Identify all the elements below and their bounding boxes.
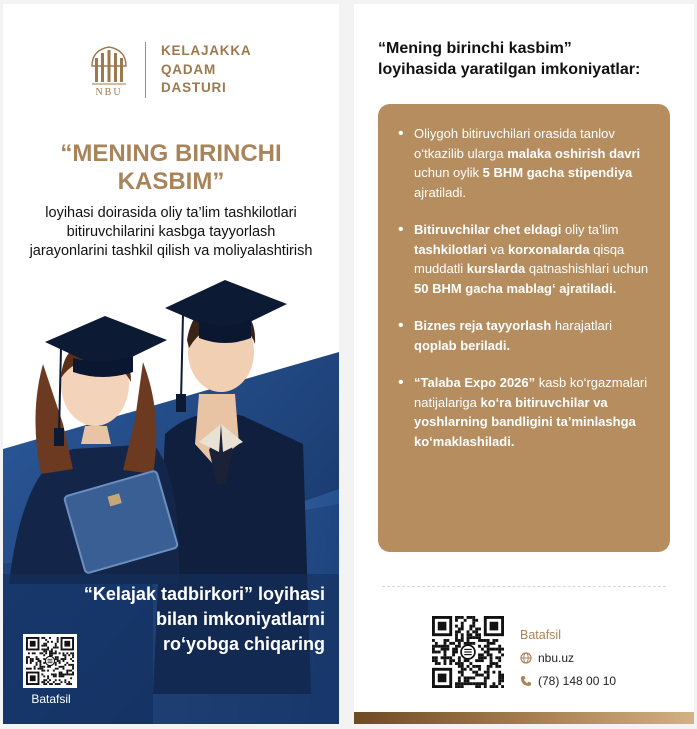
logo-mark-text: NBU xyxy=(95,87,123,98)
opportunity-text: va xyxy=(486,241,508,257)
main-title xyxy=(3,140,339,196)
qr-label-left: Batafsil xyxy=(31,692,71,706)
main-title-line: KASBIM” xyxy=(117,168,225,195)
subtitle-line: jarayonlarini tashkil qilish va moliyalashtirish xyxy=(29,243,313,259)
cta-line: bilan imkoniyatlarni xyxy=(155,609,325,629)
opportunity-text: qisqa muddatli xyxy=(414,241,625,276)
subtitle-line: bitiruvchilarini kasbga tayyorlash xyxy=(66,224,276,240)
main-title-line: “MENING BIRINCHI xyxy=(60,140,282,167)
phone-row[interactable] xyxy=(520,674,616,688)
right-panel xyxy=(354,4,694,724)
opportunity-text: oliy ta’lim xyxy=(561,222,619,237)
website-row[interactable] xyxy=(520,651,616,665)
contact-title: Batafsil xyxy=(520,628,561,642)
cta-line: ro‘yobga chiqaring xyxy=(162,634,325,654)
qr-code-icon xyxy=(432,616,504,688)
phone-icon xyxy=(520,675,532,687)
opportunity-item xyxy=(398,316,652,355)
logo-line: KELAJAKKA xyxy=(161,43,252,58)
logo-line: DASTURI xyxy=(161,80,227,95)
opportunity-text: “Talaba Expo 2026” xyxy=(414,375,539,390)
bottom-accent-bar xyxy=(354,712,694,724)
opportunity-text: qatnashishlari uchun xyxy=(525,261,649,276)
opportunity-text: 50 BHM gacha mablag‘ ajratiladi. xyxy=(414,280,617,296)
logo-divider xyxy=(145,42,146,98)
divider xyxy=(382,586,666,587)
opportunity-item xyxy=(398,124,652,202)
left-panel xyxy=(3,4,339,724)
opportunity-text: 5 BHM gacha stipendiya xyxy=(482,165,633,180)
opportunities-list xyxy=(398,124,652,451)
opportunity-item xyxy=(398,373,652,451)
qr-code-right[interactable] xyxy=(432,616,504,688)
subtitle xyxy=(3,204,339,261)
opportunity-text: kurslarda xyxy=(466,261,526,276)
opportunity-text: Bitiruvchilar chet eldagi xyxy=(414,222,562,237)
qr-code-icon xyxy=(26,637,74,685)
opportunity-text: kasb ko‘rgazmalari natijalariga xyxy=(414,375,648,410)
opportunity-text: tashkilotlari xyxy=(414,241,487,257)
opportunity-text: Oliygoh bitiruvchilari orasida tanlov o‘tkazilib ularga xyxy=(414,126,615,161)
opportunity-text: uchun oylik xyxy=(414,165,483,180)
nbu-logo xyxy=(89,40,289,102)
phone-number[interactable]: (78) 148 00 10 xyxy=(538,674,617,688)
nbu-logo-icon xyxy=(89,44,129,98)
opportunities-title-line: loyihasida yaratilgan imkoniyatlar: xyxy=(378,61,641,78)
opportunity-text: ko‘ra bitiruvchilar va yoshlarning bandligini ta’minlashga ko‘maklashiladi. xyxy=(414,394,636,449)
contact-info xyxy=(520,628,616,697)
opportunities-title xyxy=(378,38,678,80)
qr-code-left[interactable] xyxy=(23,634,77,688)
opportunity-text: Biznes reja tayyorlash xyxy=(414,318,552,333)
opportunity-item xyxy=(398,220,652,298)
subtitle-line: loyihasi doirasida oliy ta’lim tashkilotlari xyxy=(45,205,297,221)
opportunity-text: korxonalarda xyxy=(507,241,590,257)
opportunity-text: qoplab beriladi. xyxy=(414,337,511,353)
globe-icon xyxy=(520,652,532,664)
opportunity-text: ajratiladi. xyxy=(414,184,467,200)
opportunity-text: malaka oshirish davri xyxy=(507,145,641,161)
opportunities-title-line: “Mening birinchi kasbim” xyxy=(378,40,572,57)
opportunity-text: harajatlari xyxy=(551,318,612,333)
opportunities-card xyxy=(378,104,670,552)
cta-line: “Kelajak tadbirkori” loyihasi xyxy=(83,584,325,604)
logo-text xyxy=(161,42,251,98)
logo-line: QADAM xyxy=(161,61,216,77)
website-link[interactable]: nbu.uz xyxy=(538,651,575,665)
